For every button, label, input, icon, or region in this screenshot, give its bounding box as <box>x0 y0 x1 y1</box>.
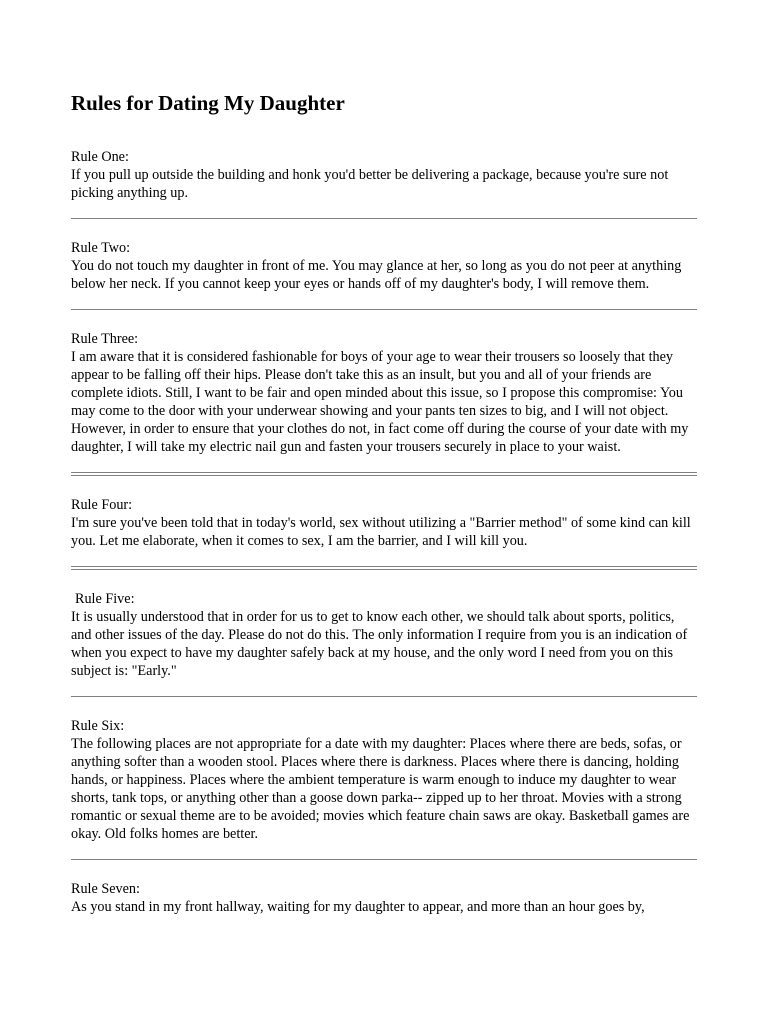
rule-heading: Rule Six: <box>71 718 125 734</box>
rule-six <box>71 717 697 843</box>
divider <box>71 696 697 697</box>
rule-body: I'm sure you've been told that in today's world, sex without utilizing a "Barrier method" of some kind can kill you. Let me elaborate, when it comes to sex, I am the barrier, and I will kill you. <box>71 515 691 549</box>
rule-body: It is usually understood that in order for us to get to know each other, we should talk about sports, politics, and other issues of the day. Please do not do this. The only information I require from you is an indication of when you expect to have my daughter safely back at my house, and the only word I need from you on this subject is: "Early." <box>71 609 688 679</box>
rule-three <box>71 330 697 456</box>
rule-body: If you pull up outside the building and honk you'd better be delivering a package, because you're sure not picking anything up. <box>71 167 669 201</box>
rule-one <box>71 148 697 202</box>
double-divider <box>71 566 697 570</box>
rule-heading: Rule Five: <box>75 591 135 607</box>
rule-body: You do not touch my daughter in front of me. You may glance at her, so long as you do not peer at anything below her neck. If you cannot keep your eyes or hands off of my daughter's body, I will remove them. <box>71 258 682 292</box>
rule-heading: Rule Two: <box>71 240 131 256</box>
rule-seven <box>71 880 697 916</box>
rule-two <box>71 239 697 293</box>
double-divider <box>71 472 697 476</box>
divider <box>71 859 697 860</box>
divider <box>71 309 697 310</box>
page-title: Rules for Dating My Daughter <box>71 91 345 115</box>
rule-body: The following places are not appropriate for a date with my daughter: Places where there are beds, sofas, or anything softer than a wooden stool. Places where there is darkness. Places where there is dancing, holding hands, or happiness. Places where the ambient temperature is warm enough to induce my daughter to wear shorts, tank tops, or anything other than a goose down parka-- zipped up to her throat. Movies with a strong romantic or sexual theme are to be avoided; movies which feature chain saws are okay. Basketball games are okay. Old folks homes are better. <box>71 736 690 842</box>
rule-heading: Rule One: <box>71 149 129 165</box>
rule-four <box>71 496 697 550</box>
rule-five <box>71 590 697 680</box>
rule-heading: Rule Seven: <box>71 881 140 897</box>
rule-body: I am aware that it is considered fashionable for boys of your age to wear their trousers so loosely that they appear to be falling off their hips. Please don't take this as an insult, but you and all of your friends are complete idiots. Still, I want to be fair and open minded about this issue, so I propose this compromise: You may come to the door with your underwear showing and your pants ten sizes to big, and I will not object. However, in order to ensure that your clothes do not, in fact come off during the course of your date with my daughter, I will take my electric nail gun and fasten your trousers securely in place to your waist. <box>71 349 689 455</box>
rule-heading: Rule Three: <box>71 331 139 347</box>
rule-heading: Rule Four: <box>71 497 133 513</box>
document-page <box>71 90 697 916</box>
rule-body: As you stand in my front hallway, waiting for my daughter to appear, and more than an hour goes by, <box>71 899 645 915</box>
divider <box>71 218 697 219</box>
